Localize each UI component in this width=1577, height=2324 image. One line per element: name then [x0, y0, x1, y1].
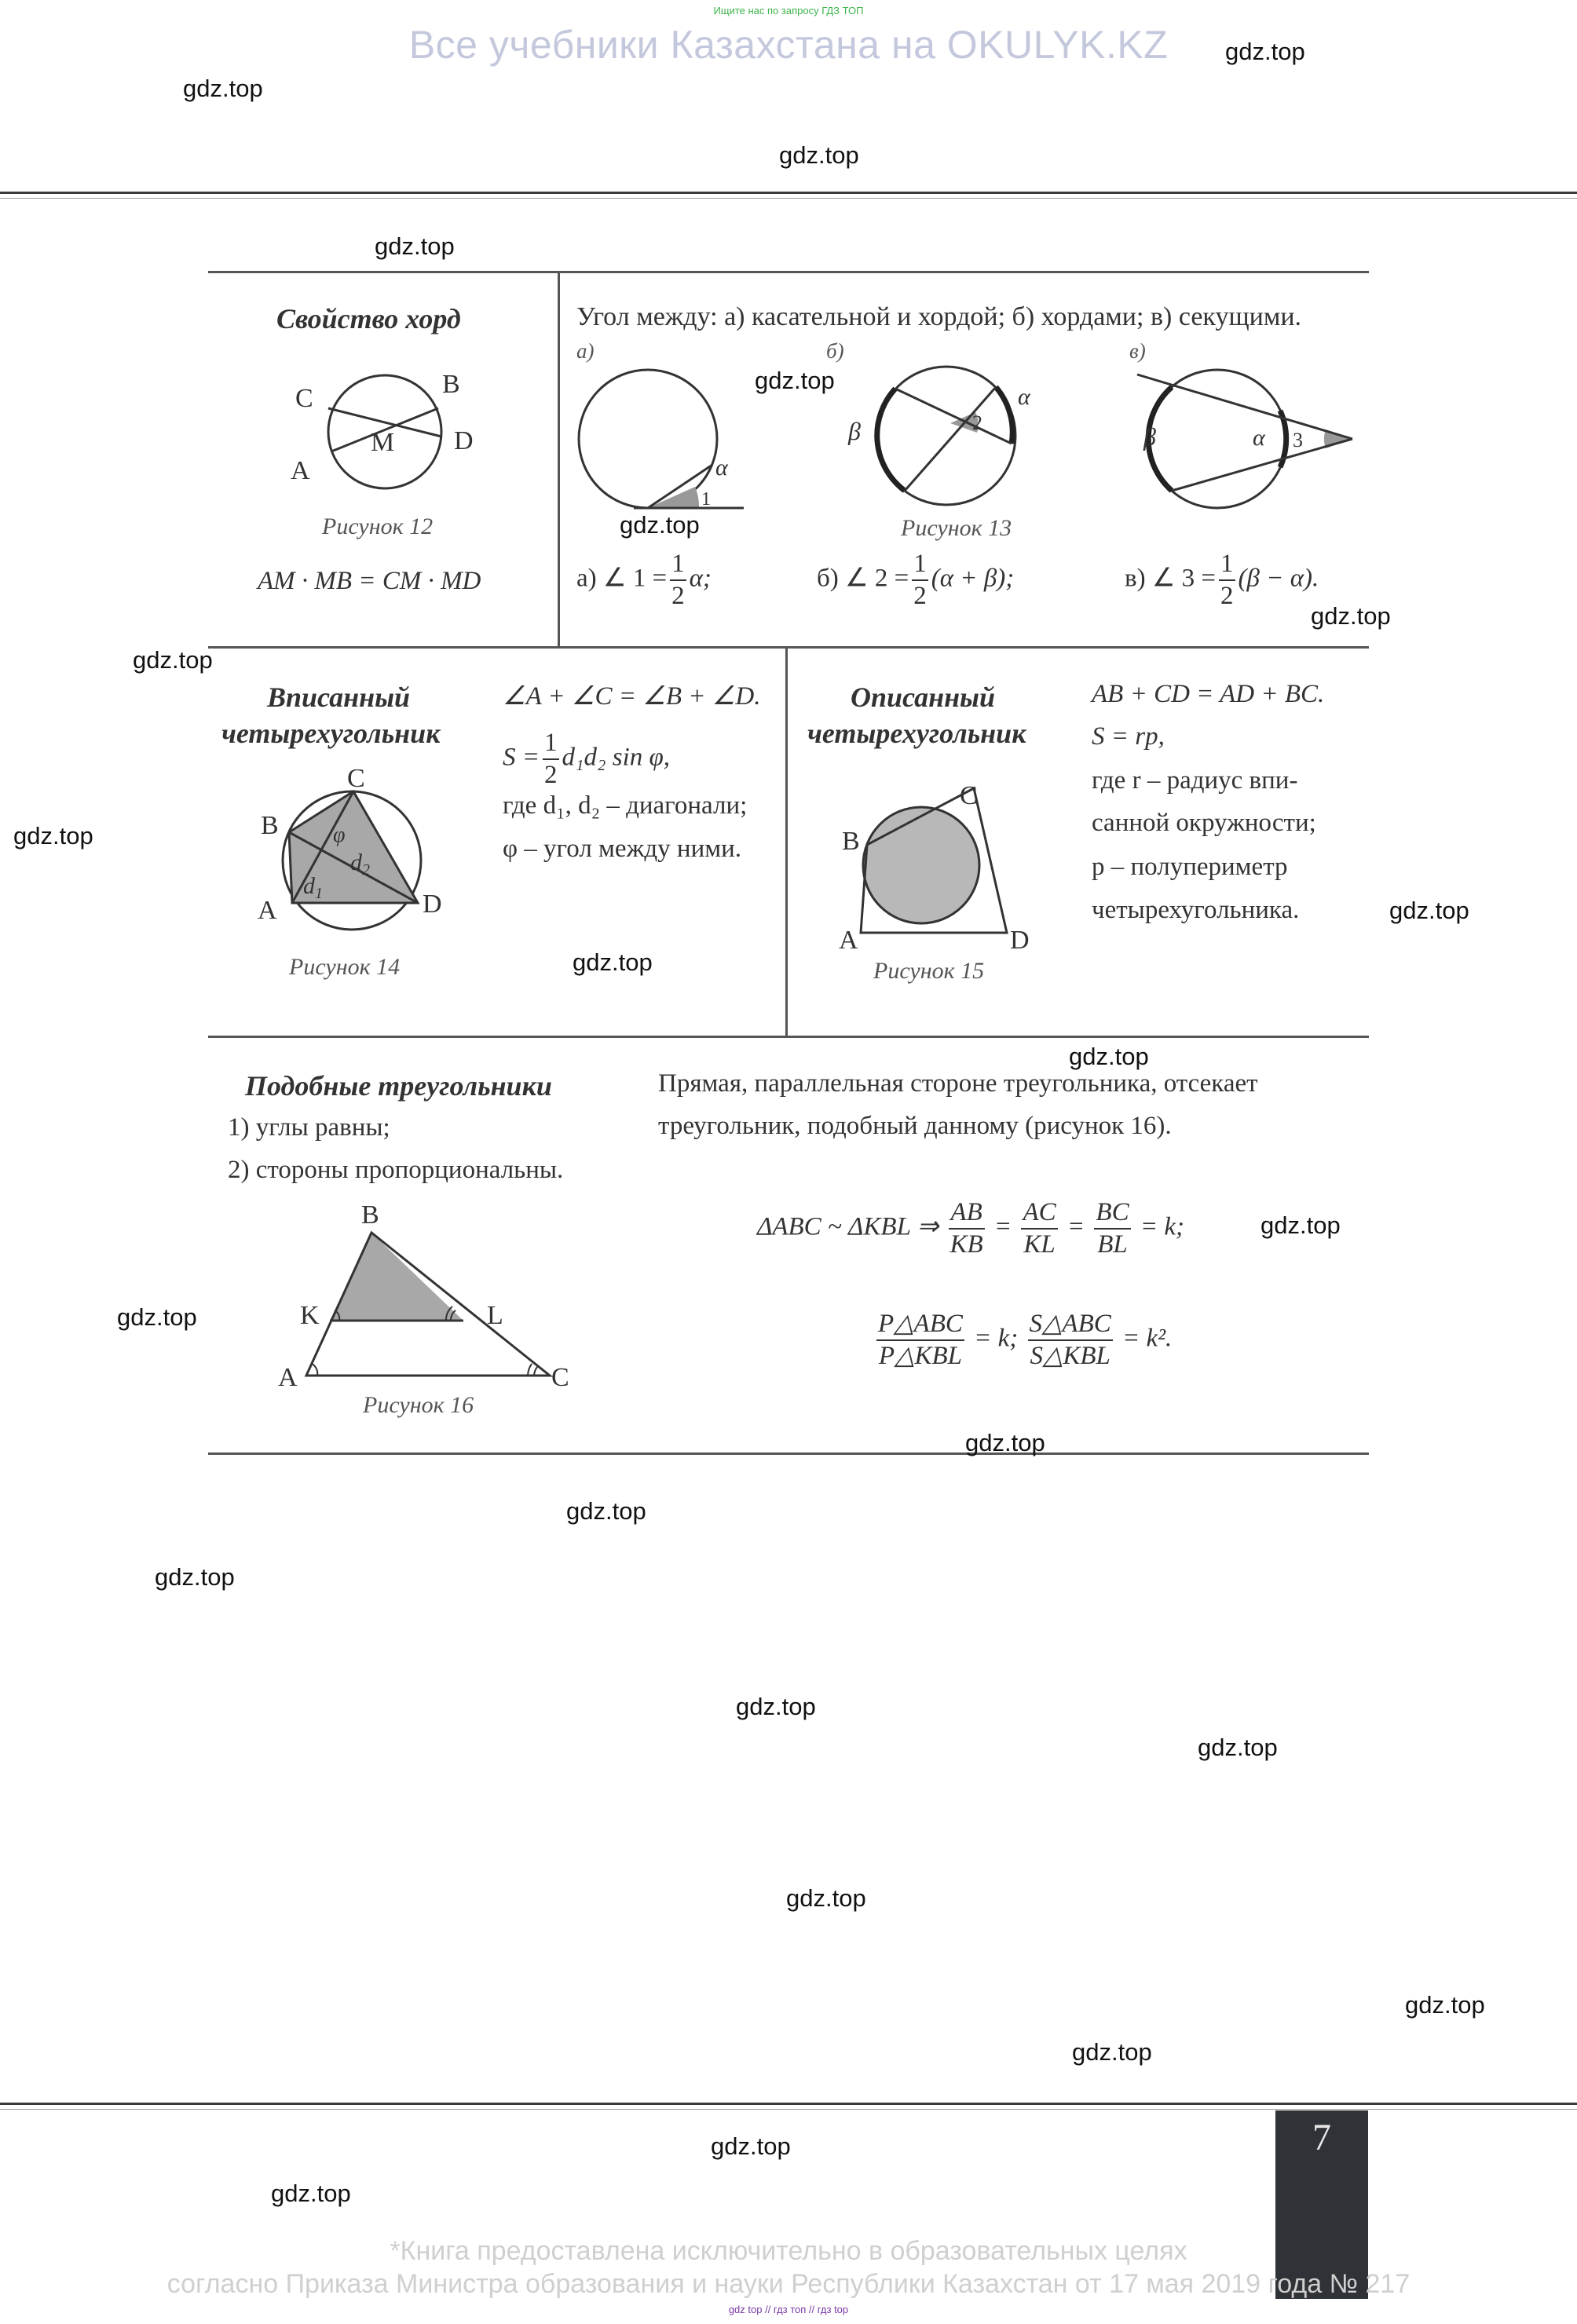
circle-a	[579, 370, 717, 508]
watermark: gdz.top	[155, 1563, 235, 1591]
watermark: gdz.top	[1261, 1211, 1341, 1239]
inscribed-title-1: Вписанный	[267, 681, 411, 713]
alpha-c: α	[1253, 425, 1265, 451]
num-3: 3	[1293, 429, 1303, 451]
table-top-rule	[208, 271, 1369, 273]
circumscribed-line-3: где r – радиус впи-	[1092, 766, 1298, 795]
watermark: gdz.top	[965, 1429, 1045, 1456]
angles-title: Угол между: а) касательной и хордой; б) хордами; в) секущими.	[576, 302, 1302, 331]
similarity-formula-1: ΔABC ~ ΔKBL ⇒ $\frac{AB}{KB}$ = $\frac{AC}{KL}$ = $\frac{BC}{BL}$ = k;	[757, 1198, 1184, 1259]
figure-caption-14: Рисунок 14	[289, 954, 401, 980]
angle-formula-b: б) ∠ 2 = $\frac{1}{2}$ (α + β);	[817, 550, 1015, 610]
label-c16: C	[551, 1363, 569, 1392]
label-c: C	[295, 384, 313, 413]
similar-triangles-figure	[267, 1193, 581, 1398]
angle-formula-a: а) ∠ 1 = $\frac{1}{2}$ α;	[576, 550, 712, 610]
label-d2: $d_2$	[350, 850, 370, 879]
chords-title: Свойство хорд	[276, 303, 461, 334]
chord-b2	[905, 387, 996, 491]
inscribed-line-1: ∠A + ∠C = ∠B + ∠D.	[503, 682, 761, 711]
circumscribed-line-5: p – полупериметр	[1092, 853, 1288, 881]
arc-alpha	[996, 387, 1012, 444]
table-vrule-1	[558, 271, 560, 646]
similar-statement-1: Прямая, параллельная стороне треугольника, отсекает	[658, 1069, 1258, 1098]
watermark: gdz.top	[779, 141, 859, 169]
watermark: gdz.top	[1069, 1043, 1149, 1070]
watermark: gdz.top	[13, 822, 93, 850]
num-1: 1	[701, 489, 711, 510]
chords-formula: AM · MB = CM · MD	[258, 567, 481, 595]
label-a: A	[291, 456, 310, 485]
angle-formula-c: в) ∠ 3 = $\frac{1}{2}$ (β − α).	[1125, 550, 1319, 610]
beta-c: β	[1143, 422, 1156, 451]
two-secants-figure	[1131, 357, 1359, 514]
angle-mark-a	[312, 1364, 317, 1376]
circumscribed-title-1: Описанный	[851, 681, 996, 713]
footer-divider-thin	[0, 2109, 1577, 2110]
arc-beta	[877, 389, 905, 491]
two-chords-figure	[840, 357, 1037, 514]
label-b15: B	[842, 827, 860, 856]
inscribed-line-4: φ – угол между ними.	[503, 835, 742, 863]
watermark: gdz.top	[786, 1884, 866, 1912]
figure-caption-12: Рисунок 12	[322, 513, 434, 539]
circumscribed-line-4: санной окружности;	[1092, 809, 1316, 837]
watermark: gdz.top	[566, 1497, 646, 1525]
circumscribed-line-2: S = rp,	[1092, 722, 1165, 751]
watermark: gdz.top	[711, 2132, 791, 2160]
alpha-a: α	[715, 455, 728, 481]
watermark: gdz.top	[1405, 1991, 1485, 2019]
figure-caption-15: Рисунок 15	[873, 958, 985, 984]
figure-caption-13: Рисунок 13	[901, 515, 1012, 541]
site-banner[interactable]: Все учебники Казахстана на OKULYK.KZ	[408, 23, 1169, 67]
circumscribed-circle	[863, 807, 979, 923]
watermark: gdz.top	[375, 232, 455, 260]
similar-title: Подобные треугольники	[245, 1070, 552, 1102]
inscribed-title-2: четырехугольник	[221, 718, 441, 749]
watermark: gdz.top	[736, 1693, 816, 1720]
label-c14: C	[347, 769, 365, 793]
inscribed-line-3: где d₁, d₂ – диагонали;	[503, 791, 748, 820]
label-l16: L	[487, 1301, 503, 1330]
watermark: gdz.top	[117, 1303, 197, 1331]
label-d1: $d_1$	[303, 873, 323, 902]
inscribed-line-2: S = $\frac{1}{2}$ d₁d₂ sin φ,	[503, 729, 670, 789]
similar-statement-2: треугольник, подобный данному (рисунок 16).	[658, 1112, 1172, 1140]
tangent-chord-figure	[569, 357, 750, 514]
label-c15: C	[960, 781, 978, 810]
label-b14: B	[261, 811, 279, 840]
angle-mark-c1	[534, 1367, 537, 1376]
header-divider	[0, 192, 1577, 194]
footer-divider	[0, 2103, 1577, 2105]
beta-b: β	[848, 417, 861, 445]
label-m: M	[371, 428, 395, 457]
watermark: gdz.top	[1072, 2038, 1152, 2066]
circumscribed-title-2: четырехугольник	[807, 718, 1026, 749]
header-divider-thin	[0, 198, 1577, 199]
circumscribed-line-1: AB + CD = AD + BC.	[1092, 680, 1325, 708]
angle-mark-c2	[528, 1364, 532, 1376]
label-d14: D	[423, 890, 442, 919]
label-a16: A	[278, 1363, 298, 1392]
alpha-b: α	[1018, 384, 1030, 410]
label-a14: A	[258, 896, 277, 925]
secant-1	[1137, 375, 1352, 439]
triangle-kbl-fill	[330, 1233, 463, 1321]
watermark: gdz.top	[183, 75, 263, 102]
watermark: gdz.top	[133, 646, 213, 674]
watermark: gdz.top	[620, 511, 700, 539]
figure-caption-16: Рисунок 16	[363, 1392, 474, 1418]
table-bottom-rule	[208, 1452, 1369, 1455]
footer-disclaimer-1: *Книга предоставлена исключительно в образовательных целях	[390, 2236, 1187, 2266]
watermark: gdz.top	[1225, 38, 1305, 65]
label-k16: K	[300, 1301, 320, 1330]
label-b: B	[442, 370, 460, 399]
circumscribed-line-6: четырехугольника.	[1092, 896, 1300, 924]
watermark: gdz.top	[1389, 897, 1469, 924]
angles-part-b: б)	[826, 339, 844, 363]
inscribed-figure	[251, 769, 456, 950]
footer-tiny-links[interactable]: gdz top // гдз топ // гдз top	[728, 2304, 849, 2315]
search-note: Ищите нас по запросу ГДЗ ТОП	[713, 5, 864, 16]
label-a15: A	[839, 926, 858, 955]
chords-figure	[283, 353, 487, 502]
watermark: gdz.top	[573, 948, 653, 976]
similarity-formula-2: $\frac{\text{P△ABC}}{\text{P△KBL}}$ = k; $\frac{\text{S△ABC}}{\text{S△KBL}}$ = k².	[878, 1310, 1173, 1370]
similar-item-2: 2) стороны пропорциональны.	[228, 1156, 564, 1184]
similar-item-1: 1) углы равны;	[228, 1113, 390, 1142]
angles-part-c: в)	[1129, 339, 1146, 363]
watermark: gdz.top	[1311, 602, 1391, 630]
footer-disclaimer-2: согласно Приказа Министра образования и науки Республики Казахстан от 17 мая 2019 года № 217	[166, 2269, 1411, 2299]
table-rule-2	[208, 646, 1369, 649]
watermark: gdz.top	[1198, 1734, 1278, 1761]
label-phi: φ	[333, 823, 346, 847]
label-b16: B	[361, 1200, 379, 1230]
table-vrule-2	[785, 646, 788, 1036]
watermark: gdz.top	[271, 2180, 351, 2207]
label-d: D	[454, 426, 474, 455]
angles-part-a: а)	[576, 339, 595, 363]
page-number: 7	[1275, 2110, 1368, 2299]
num-2: 2	[972, 411, 982, 434]
label-d15: D	[1010, 926, 1030, 955]
watermark: gdz.top	[755, 367, 835, 394]
table-rule-3	[208, 1036, 1369, 1038]
circumscribed-figure	[832, 777, 1037, 958]
